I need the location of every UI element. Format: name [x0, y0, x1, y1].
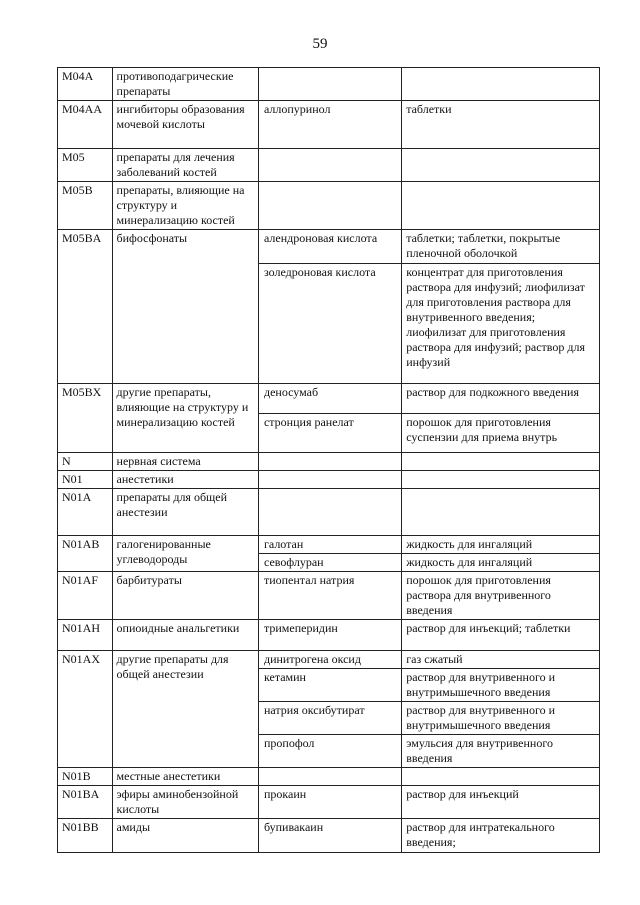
dosage-form: раствор для внутривенного и внутримышечного введения: [402, 669, 600, 702]
table-row: [58, 572, 600, 620]
table-row: [58, 819, 600, 853]
table-row: [58, 489, 600, 536]
atc-code: M05B: [58, 182, 113, 230]
dosage-form: [402, 489, 600, 536]
drug-name: тримеперидин: [258, 620, 401, 651]
drug-name: динитрогена оксид: [258, 651, 401, 669]
dosage-form: жидкость для ингаляций: [402, 536, 600, 554]
atc-code: N01AH: [58, 620, 113, 651]
atc-code: N01B: [58, 768, 113, 786]
atc-code: M05BX: [58, 384, 113, 453]
table-row: [58, 453, 600, 471]
drug-name: севофлуран: [258, 554, 401, 572]
dosage-form: газ сжатый: [402, 651, 600, 669]
drug-name: [258, 768, 401, 786]
drug-name: тиопентал натрия: [258, 572, 401, 620]
group-name: местные анестетики: [112, 768, 258, 786]
drug-name: пропофол: [258, 735, 401, 768]
atc-code: N: [58, 453, 113, 471]
dosage-form: концентрат для приготовления раствора для инфузий; лиофилизат для приготовления раствора для внутривенного введения; лиофилизат для приготовления раствора для инфузий; раствор для инфузий: [402, 264, 600, 384]
group-name: препараты, влияющие на структуру и минерализацию костей: [112, 182, 258, 230]
drug-classification-table: [57, 67, 600, 853]
drug-name: кетамин: [258, 669, 401, 702]
group-name: амиды: [112, 819, 258, 853]
drug-name: бупивакаин: [258, 819, 401, 853]
atc-code: M05: [58, 149, 113, 182]
dosage-form: жидкость для ингаляций: [402, 554, 600, 572]
table-row: [58, 230, 600, 264]
group-name: другие препараты, влияющие на структуру и минерализацию костей: [112, 384, 258, 453]
drug-name: [258, 182, 401, 230]
atc-code: N01BB: [58, 819, 113, 853]
dosage-form: раствор для инъекций: [402, 786, 600, 819]
page-number: 59: [312, 36, 328, 52]
table-row: [58, 384, 600, 414]
table-row: [58, 471, 600, 489]
group-name: нервная система: [112, 453, 258, 471]
drug-name: [258, 471, 401, 489]
atc-code: N01AB: [58, 536, 113, 572]
atc-code: N01AF: [58, 572, 113, 620]
atc-code: M04A: [58, 68, 113, 101]
dosage-form: [402, 453, 600, 471]
group-name: противоподагрические препараты: [112, 68, 258, 101]
group-name: эфиры аминобензойной кислоты: [112, 786, 258, 819]
group-name: опиоидные анальгетики: [112, 620, 258, 651]
table-row: [58, 182, 600, 230]
drug-name: [258, 489, 401, 536]
drug-name: [258, 453, 401, 471]
table-row: [58, 768, 600, 786]
dosage-form: таблетки: [402, 101, 600, 149]
table-row: [58, 149, 600, 182]
drug-name: аллопуринол: [258, 101, 401, 149]
dosage-form: [402, 68, 600, 101]
group-name: препараты для общей анестезии: [112, 489, 258, 536]
drug-name: галотан: [258, 536, 401, 554]
group-name: бифосфонаты: [112, 230, 258, 384]
dosage-form: [402, 471, 600, 489]
atc-code: M04AA: [58, 101, 113, 149]
table-row: [58, 101, 600, 149]
dosage-form: порошок для приготовления суспензии для приема внутрь: [402, 414, 600, 453]
dosage-form: [402, 768, 600, 786]
drug-name: [258, 149, 401, 182]
drug-name: деносумаб: [258, 384, 401, 414]
drug-name: алендроновая кислота: [258, 230, 401, 264]
group-name: барбитураты: [112, 572, 258, 620]
drug-name: натрия оксибутират: [258, 702, 401, 735]
atc-code: M05BA: [58, 230, 113, 384]
group-name: галогенированные углеводороды: [112, 536, 258, 572]
table-row: [58, 620, 600, 651]
table-row: [58, 68, 600, 101]
atc-code: N01A: [58, 489, 113, 536]
dosage-form: [402, 182, 600, 230]
dosage-form: раствор для внутривенного и внутримышечного введения: [402, 702, 600, 735]
dosage-form: таблетки; таблетки, покрытые пленочной оболочкой: [402, 230, 600, 264]
drug-name: золедроновая кислота: [258, 264, 401, 384]
table-row: [58, 786, 600, 819]
group-name: препараты для лечения заболеваний костей: [112, 149, 258, 182]
dosage-form: [402, 149, 600, 182]
dosage-form: порошок для приготовления раствора для внутривенного введения: [402, 572, 600, 620]
drug-name: прокаин: [258, 786, 401, 819]
atc-code: N01BA: [58, 786, 113, 819]
atc-code: N01AX: [58, 651, 113, 768]
drug-name: стронция ранелат: [258, 414, 401, 453]
dosage-form: эмульсия для внутривенного введения: [402, 735, 600, 768]
table-row: [58, 651, 600, 669]
atc-code: N01: [58, 471, 113, 489]
table-row: [58, 536, 600, 554]
group-name: ингибиторы образования мочевой кислоты: [112, 101, 258, 149]
group-name: анестетики: [112, 471, 258, 489]
dosage-form: раствор для подкожного введения: [402, 384, 600, 414]
dosage-form: раствор для инъекций; таблетки: [402, 620, 600, 651]
group-name: другие препараты для общей анестезии: [112, 651, 258, 768]
dosage-form: раствор для интратекального введения;: [402, 819, 600, 853]
drug-name: [258, 68, 401, 101]
